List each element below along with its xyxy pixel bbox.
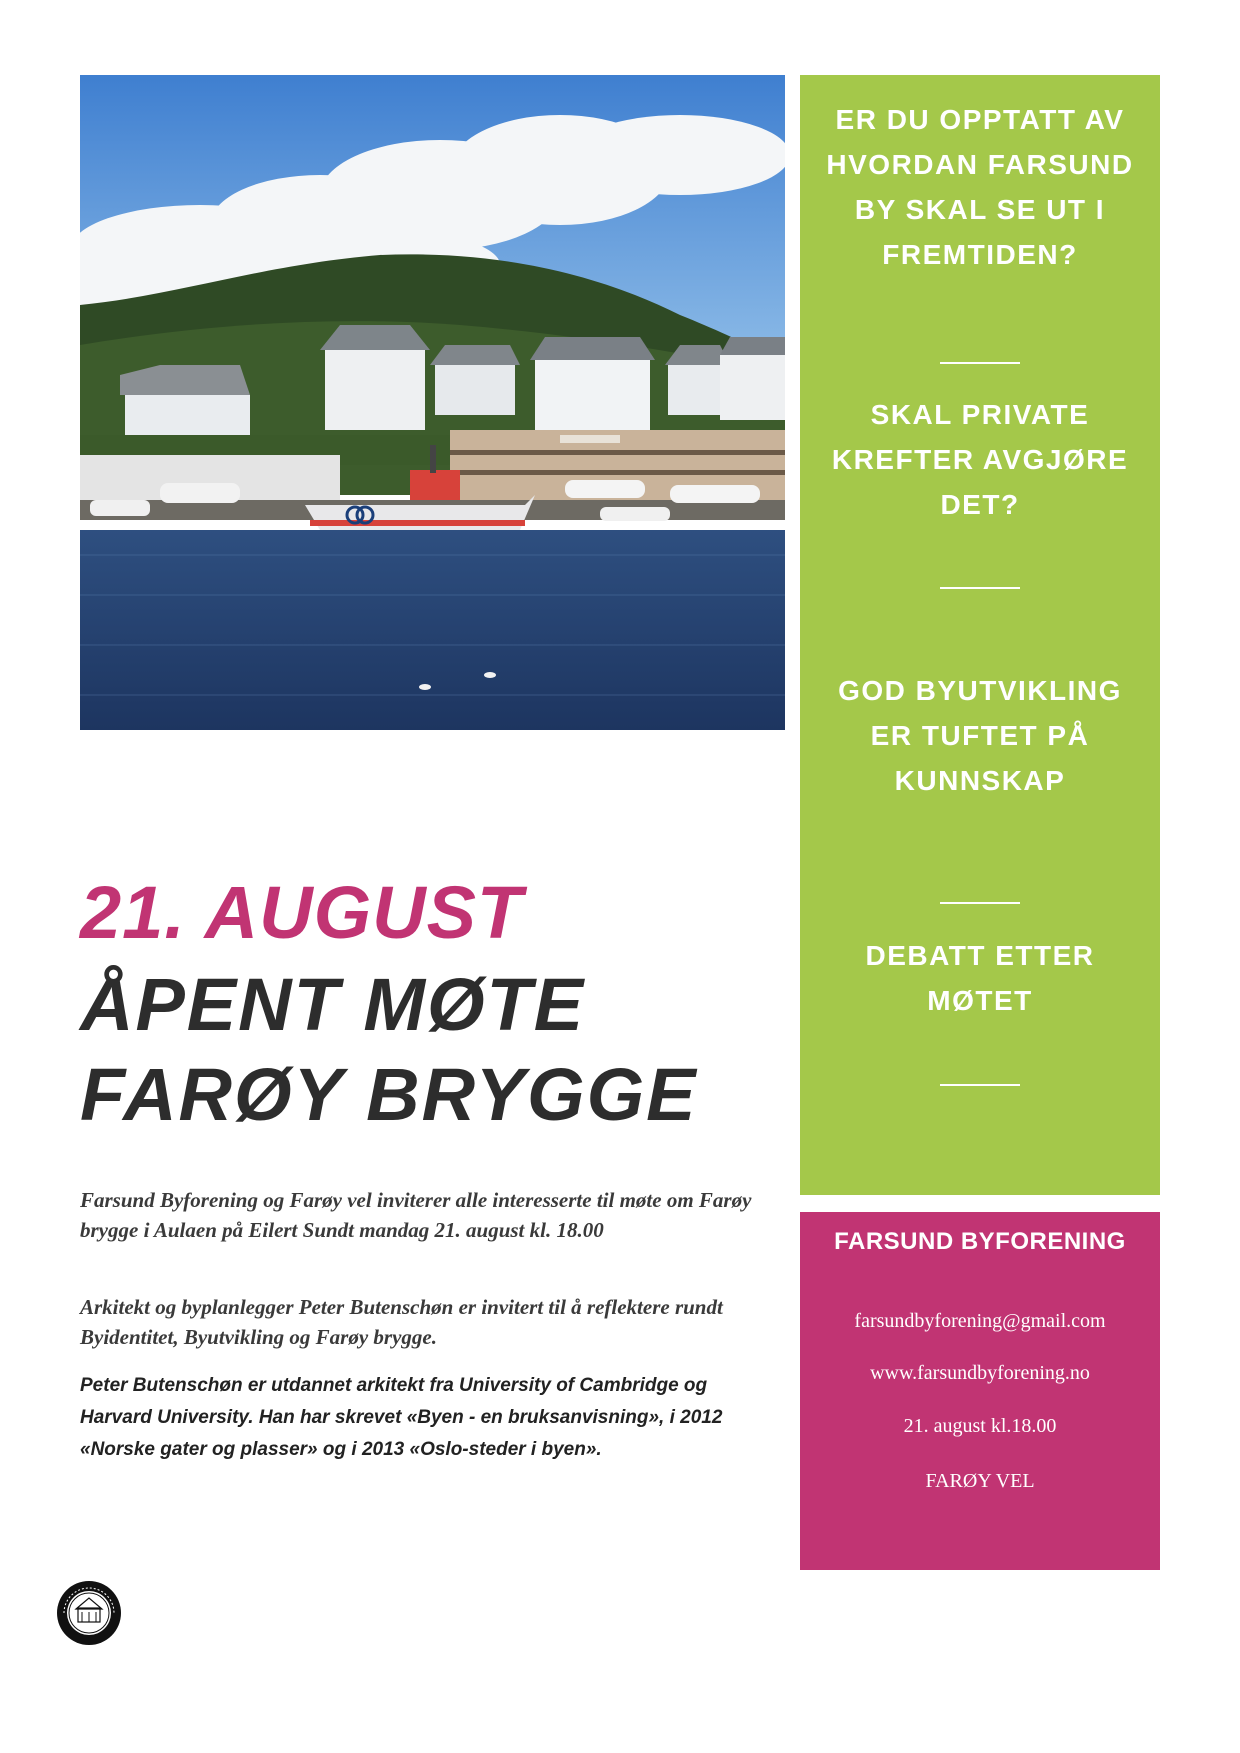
book-title: «Norske gater og plasser» [80, 1439, 318, 1460]
bio-paragraph [80, 1370, 770, 1466]
contact-panel [800, 1212, 1160, 1570]
org-name: FARSUND BYFORENING [834, 1228, 1126, 1255]
bio-text: . [596, 1439, 602, 1460]
event-title-line1: ÅPENT MØTE [80, 963, 586, 1046]
divider [940, 1084, 1020, 1086]
bio-text: og i 2013 [317, 1439, 410, 1460]
event-time: 21. august kl.18.00 [903, 1415, 1057, 1437]
question-4: DEBATT ETTER MØTET [865, 940, 1095, 1016]
question-3: GOD BYUTVIKLING ER TUFTET PÅ KUNNSKAP [838, 675, 1122, 796]
invite-paragraph: Farsund Byforening og Farøy vel inviterer alle interesserte til møte om Farøy brygge i Aulaen på Eilert Sundt mandag 21. august kl. 18.00 [80, 1188, 752, 1242]
speaker-paragraph: Arkitekt og byplanlegger Peter Butenschøn er invitert til å reflektere rundt Byidentitet, Byutvikling og Farøy brygge. [80, 1295, 723, 1349]
website-link[interactable]: www.farsundbyforening.no [870, 1362, 1090, 1384]
byforening-logo [56, 1580, 122, 1646]
bio-text: Peter Butenschøn er utdannet arkitekt fra University of Cambridge og Harvard University. Han har skrevet [80, 1375, 708, 1428]
question-2: SKAL PRIVATE KREFTER AVGJØRE DET? [831, 399, 1129, 520]
questions-panel [800, 75, 1160, 1195]
book-title: «Byen - en bruksanvisning» [406, 1407, 660, 1428]
question-1: ER DU OPPTATT AV HVORDAN FARSUND BY SKAL SE UT I FREMTIDEN? [826, 104, 1134, 270]
partner-name: FARØY VEL [925, 1470, 1035, 1492]
divider [940, 902, 1020, 904]
event-title-line2: FARØY BRYGGE [80, 1053, 698, 1136]
event-date: 21. AUGUST [80, 871, 524, 954]
divider [940, 587, 1020, 589]
bio-text: , i 2012 [659, 1407, 723, 1428]
book-title: «Oslo-steder i byen» [409, 1439, 597, 1460]
harbour-photo [80, 75, 785, 730]
email-link[interactable]: farsundbyforening@gmail.com [854, 1310, 1106, 1332]
divider [940, 362, 1020, 364]
